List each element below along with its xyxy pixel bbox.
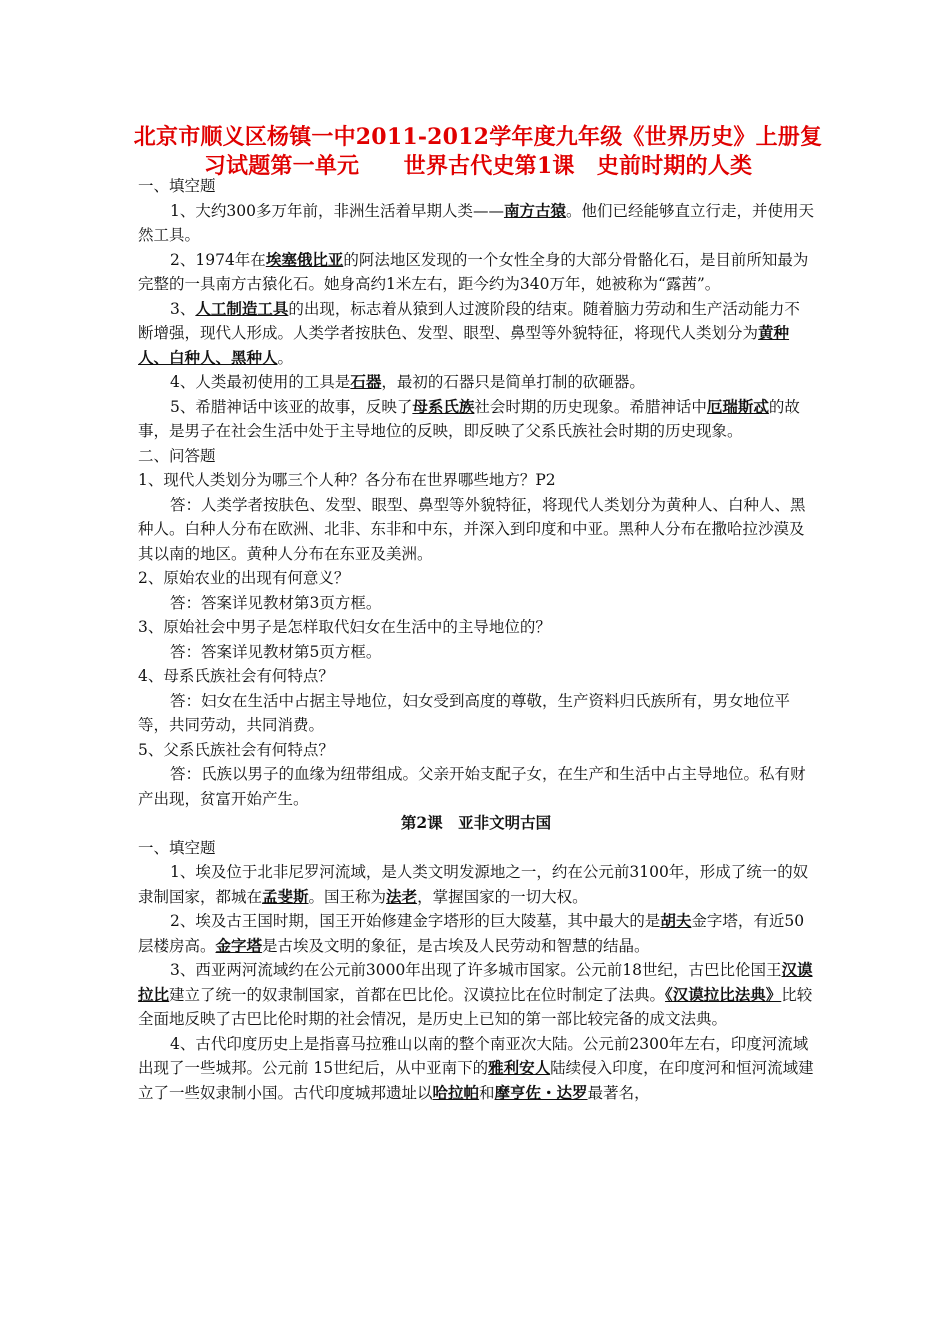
answer-blank: 汉谟拉比: [138, 960, 813, 1004]
answer-blank: 人工制造工具: [195, 298, 289, 318]
document-body: [138, 174, 814, 1105]
answer-blank: 《汉谟拉比法典》: [665, 984, 782, 1004]
answer-blank: 法老: [386, 886, 418, 906]
answer-blank: 胡夫: [660, 911, 692, 930]
answer-blank: 母系氏族: [412, 396, 475, 416]
answer-1: 答：人类学者按肤色、发型、眼型、鼻型等外貌特征，将现代人类划分为黄种人、白种人、黑种人。白种人分布在欧洲、北非、东非和中东，并深入到印度和中亚。黑种人分布在撒哈拉沙漠及其以南的地区。黄种人分布在东亚及美洲。: [138, 495, 806, 563]
answer-blank: 金字塔: [215, 935, 263, 955]
question-4: 4、母系氏族社会有何特点？: [138, 667, 334, 685]
fill-item-2-2: 2、埃及古王国时期，国王开始修建金字塔形的巨大陵墓，其中最大的是胡夫金字塔，有近50层楼房高。金字塔是古埃及文明的象征，是古埃及人民劳动和智慧的结晶。: [138, 911, 805, 955]
fill-item-3: 3、人工制造工具的出现，标志着从猿到人过渡阶段的结束。随着脑力劳动和生产活动能力不断增强，现代人形成。人类学者按肤色、发型、眼型、鼻型等外貌特征，将现代人类划分为黄种人、白种人、黑种人。: [138, 298, 800, 367]
fill-item-2: 2、1974年在埃塞俄比亚的阿法地区发现的一个女性全身的大部分骨骼化石，是目前所知最为完整的一具南方古猿化石。她身高约1米左右，距今约为340万年，她被称为“露茜”。: [138, 249, 809, 293]
answer-blank: 厄瑞斯忒: [706, 396, 769, 416]
fill-item-4: 4、人类最初使用的工具是石器，最初的石器只是简单打制的砍砸器。: [170, 372, 645, 391]
lesson-2-title: 第2课 亚非文明古国: [400, 813, 552, 832]
question-5: 5、父系氏族社会有何特点？: [138, 740, 334, 759]
question-3: 3、原始社会中男子是怎样取代妇女在生活中的主导地位的？: [138, 618, 551, 636]
answer-4: 答：妇女在生活中占据主导地位，妇女受到高度的尊敬，生产资料归氏族所有，男女地位平等，共同劳动，共同消费。: [138, 691, 791, 734]
answer-blank: 雅利安人: [488, 1058, 551, 1077]
fill-item-2-1: 1、埃及位于北非尼罗河流域，是人类文明发源地之一，约在公元前3100年，形成了统一的奴隶制国家，都城在孟斐斯。国王称为法老，掌握国家的一切大权。: [138, 863, 809, 906]
answer-blank: 埃塞俄比亚: [265, 249, 344, 269]
question-2: 2、原始农业的出现有何意义？: [138, 569, 350, 587]
answer-blank: 南方古猿: [503, 200, 566, 220]
fill-item-2-4: 4、古代印度历史上是指喜马拉雅山以南的整个南亚次大陆。公元前2300年左右，印度河流域出现了一些城邦。公元前 15世纪后，从中亚南下的雅利安人陆续侵入印度，在印度河和恒河流域建立了一些奴隶制小国。古代印度城邦遗址以哈拉帕和摩亨佐・达罗最著名，: [138, 1034, 814, 1102]
answer-3: 答：答案详见教材第5页方框。: [170, 642, 382, 661]
answer-blank: 黄种人、白种人、黑种人: [138, 323, 790, 367]
answer-blank: 哈拉帕: [432, 1082, 480, 1102]
answer-2: 答：答案详见教材第3页方框。: [170, 593, 382, 612]
fill-item-5: 5、希腊神话中该亚的故事，反映了母系氏族社会时期的历史现象。希腊神话中厄瑞斯忒的故事，是男子在社会生活中处于主导地位的反映，即反映了父系氏族社会时期的历史现象。: [138, 396, 800, 440]
answer-5: 答：氏族以男子的血缘为纽带组成。父亲开始支配子女，在生产和生活中占主导地位。私有财产出现，贫富开始产生。: [138, 765, 806, 808]
page-title: 北京市顺义区杨镇一中2011-2012学年度九年级《世界历史》上册复习试题第一单元 世界古代史第1课 史前时期的人类: [133, 124, 823, 179]
answer-blank: 孟斐斯: [262, 886, 309, 906]
answer-blank: 摩亨佐・达罗: [494, 1082, 588, 1102]
section-heading-qa: 二、问答题: [138, 446, 216, 465]
section-heading-fill-blank: 一、填空题: [138, 177, 216, 195]
question-1: 1、现代人类划分为哪三个人种？各分布在世界哪些地方？P2: [138, 471, 556, 489]
answer-blank: 石器: [350, 372, 382, 391]
fill-item-2-3: 3、西亚两河流域约在公元前3000年出现了许多城市国家。公元前18世纪，古巴比伦国王汉谟拉比建立了统一的奴隶制国家，首都在巴比伦。汉谟拉比在位时制定了法典。《汉谟拉比法典》比较全面地反映了古巴比伦时期的社会情况，是历史上已知的第一部比较完备的成文法典。: [138, 960, 813, 1028]
section-heading-fill-blank-2: 一、填空题: [138, 838, 216, 857]
fill-item-1: 1、大约300多万年前，非洲生活着早期人类——南方古猿。他们已经能够直立行走，并使用天然工具。: [138, 200, 814, 244]
